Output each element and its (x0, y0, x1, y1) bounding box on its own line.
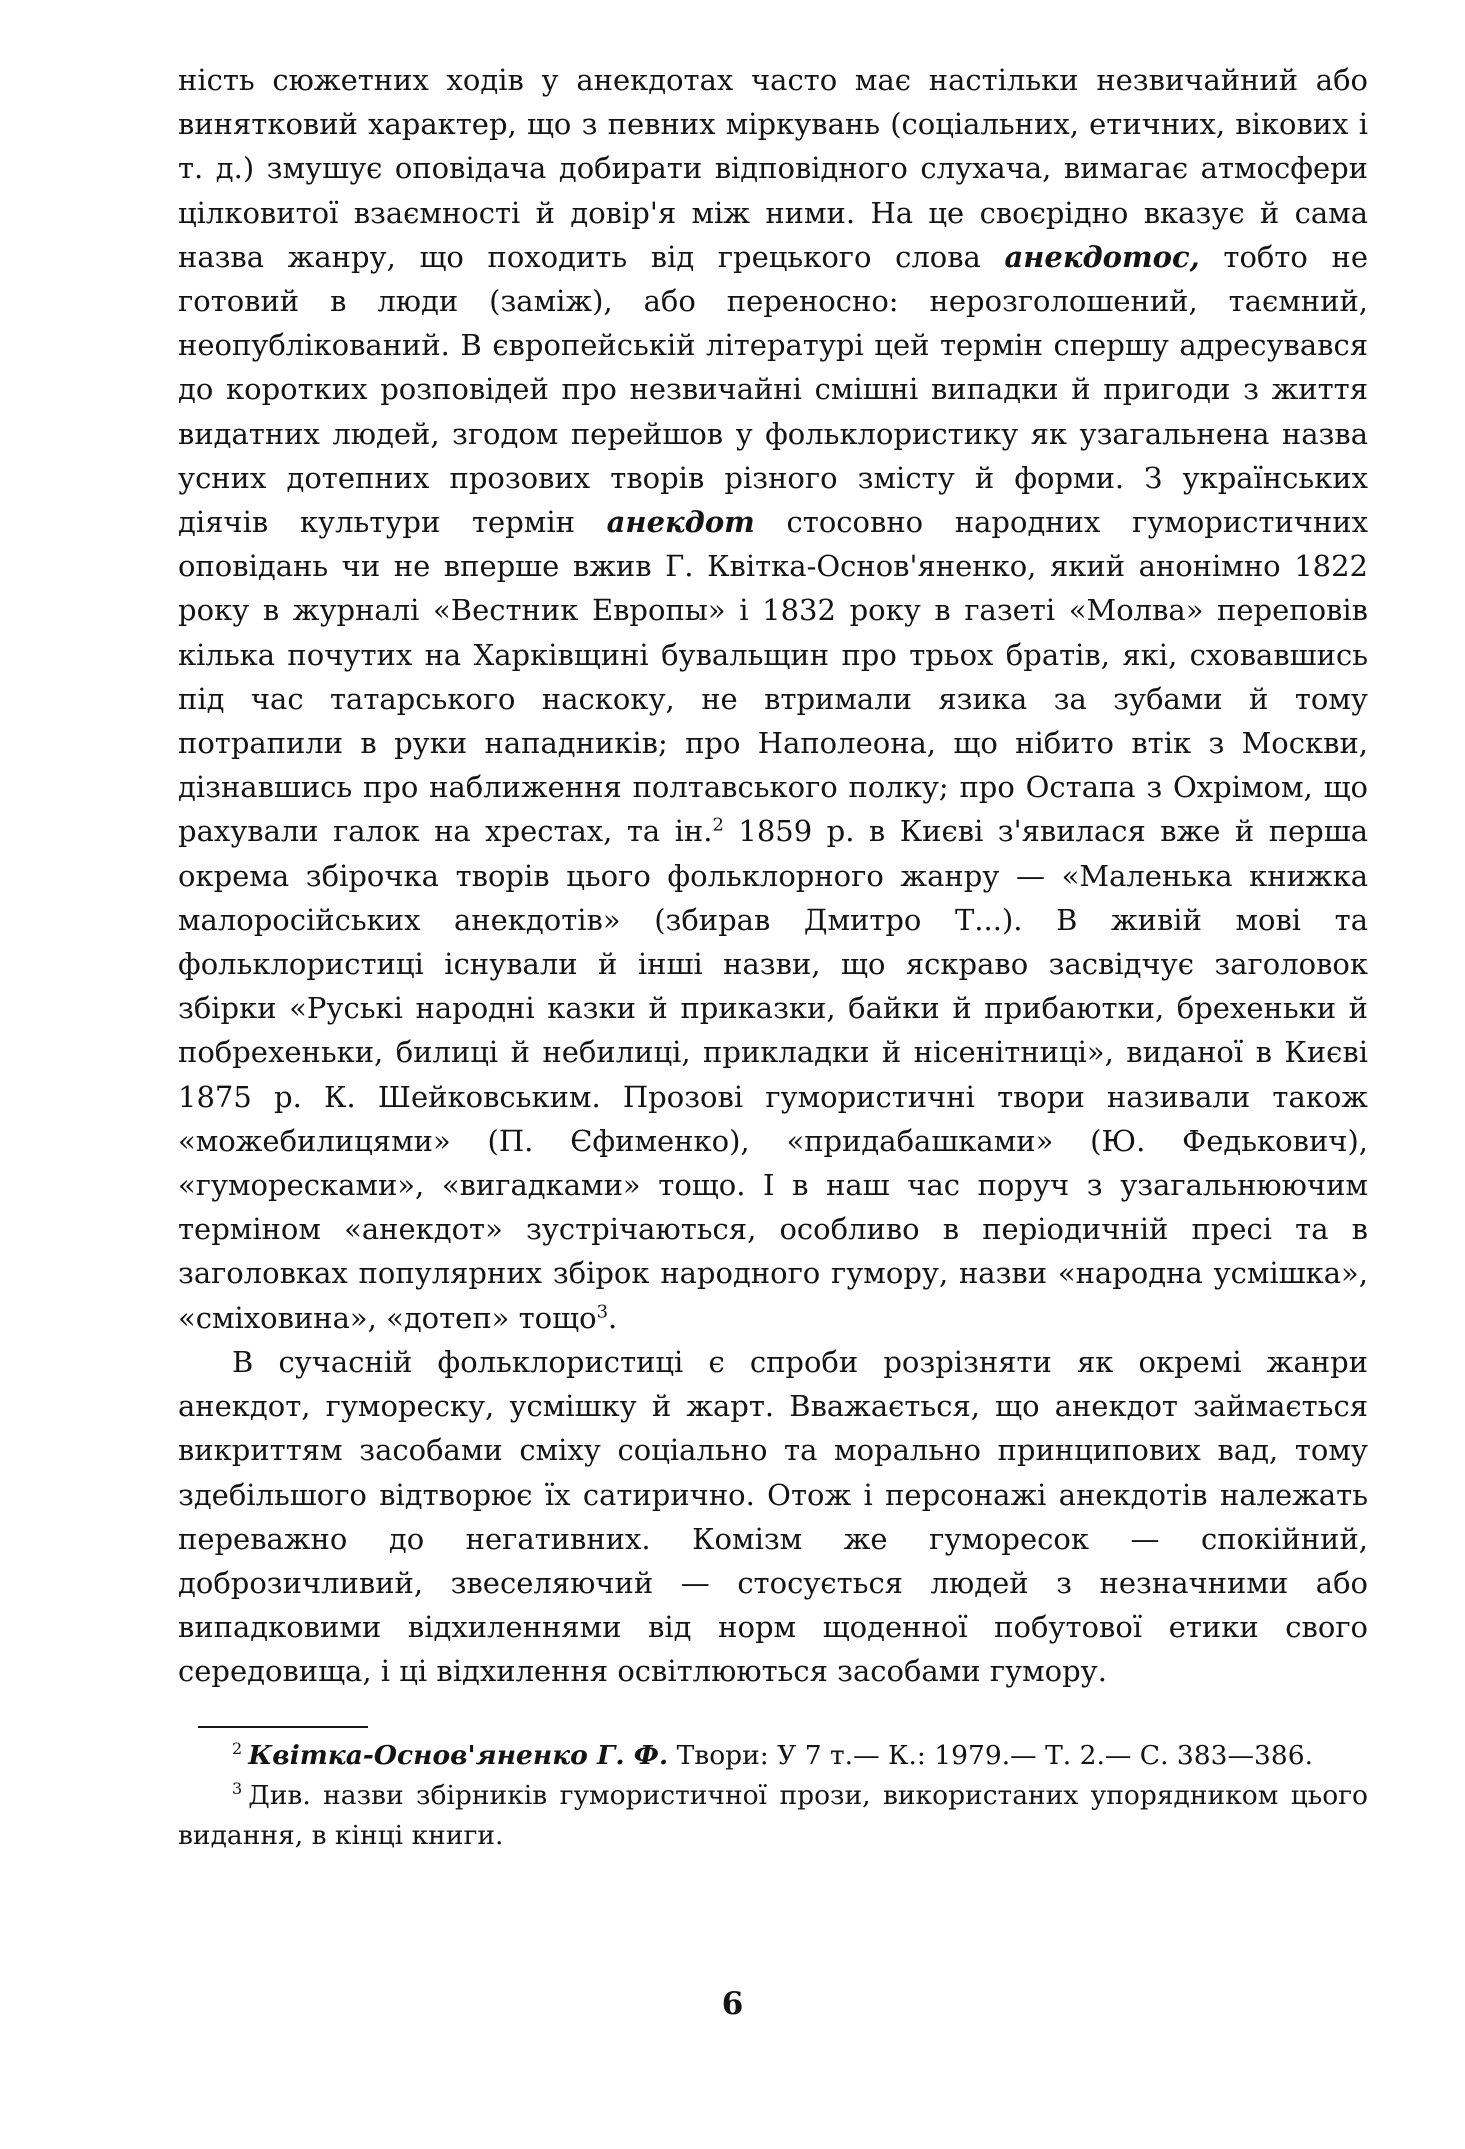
page-content (178, 58, 1368, 1856)
page-number: 6 (721, 1986, 744, 2022)
footnote-author: Квітка-Основ'яненко Г. Ф. (248, 1739, 669, 1771)
body-paragraph-2: В сучасній фольклористиці є спроби розрізняти як окремі жанри анекдот, гумореску, усмішку й жарт. Вважається, що анекдот займається викриттям засобами сміху соціально та морально принципових вад, тому здебільшого відтворює їх сатирично. Отож і персонажі анекдотів належать переважно до негативних. Комізм же гуморесок — спокійний, доброзичливий, звеселяючий — стосується людей з незначними або випадковими відхиленнями від норм щоденної побутової етики свого середовища, і ці відхилення освітлюються засобами гумору. (178, 1344, 1368, 1689)
term-anekdot: анекдот (606, 505, 755, 540)
term-anekdotos: анекдотос, (1004, 239, 1200, 274)
paragraph-1-text-d: 1859 р. в Києві з'явилася вже й перша окрема збірочка творів цього фольклорного жанру — «Маленька книжка малоросійських анекдотів» (збирав Дмитро Т...). В живій мові та фольклористиці існували й інші назви, що яскраво засвідчує заголовок збірки «Руські народні казки й приказки, байки й прибаютки, брехеньки й побрехеньки, билиці й небилиці, прикладки й нісенітниці», виданої в Києві 1875 р. К. Шейковським. Прозові гумористичні твори називали також «можебилицями» (П. Єфименко), «придабашками» (Ю. Федькович), «гуморесками», «вигадками» тощо. І в наш час поруч з узагальнюючим терміном «анекдот» зустрічаються, особливо в періодичній пресі та в заголовках популярних збірок народного гумору, назви «народна усмішка», «сміховина», «дотеп» тощо (178, 814, 1368, 1335)
paragraph-1-text-e: . (608, 1300, 618, 1335)
body-paragraph-1 (178, 58, 1368, 1340)
footnote-2 (178, 1736, 1368, 1776)
footnote-mark: 2 (232, 1738, 243, 1758)
footnote-text: Твори: У 7 т.— К.: 1979.— Т. 2.— С. 383—386. (668, 1739, 1314, 1771)
paragraph-1-text-c: стосовно народних гумористичних оповідань чи не вперше вжив Г. Квітка-Основ'яненко, який анонімно 1822 року в журналі «Вестник Европы» і 1832 року в газеті «Молва» переповів кілька почутих на Харківщині бувальщин про трьох братів, які, сховавшись під час татарського наскоку, не втримали язика за зубами й тому потрапили в руки нападників; про Наполеона, що нібито втік з Москви, дізнавшись про наближення полтавського полку; про Остапа з Охрімом, що рахували галок на хрестах, та ін. (178, 505, 1368, 849)
footnote-mark: 3 (232, 1778, 243, 1798)
paragraph-1-text-b: тобто не готовий в люди (заміж), або переносно: нерозголошений, таємний, неопублікований. В європейській літературі цей термін спершу адресувався до коротких розповідей про незвичайні смішні випадки й пригоди з життя видатних людей, згодом перейшов у фольклористику як узагальнена назва усних дотепних прозових творів різного змісту й форми. З українських діячів культури термін (178, 239, 1368, 540)
footnotes (178, 1736, 1368, 1856)
footnote-ref-2: 2 (712, 814, 724, 836)
footnote-3 (178, 1776, 1368, 1856)
paragraph-1-text-a: ність сюжетних ходів у анекдотах часто має настільки незвичайний або винятковий характер, що з певних міркувань (соціальних, етичних, вікових і т. д.) змушує оповідача добирати відповідного слухача, вимагає атмосфери цілковитої взаємності й довір'я між ними. На це своєрідно вказує й сама назва жанру, що походить від грецького слова (178, 63, 1368, 274)
footnote-ref-3: 3 (596, 1301, 609, 1323)
footnote-text: Див. назви збірників гумористичної прози, використаних упорядником цього видання, в кінці книги. (178, 1779, 1368, 1851)
footnote-divider (198, 1726, 368, 1728)
